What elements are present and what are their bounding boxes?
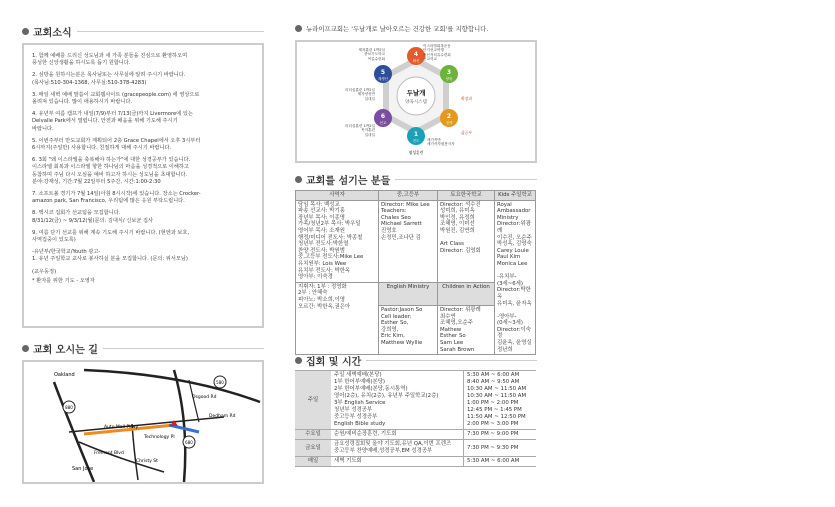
node-2-name: 정착 [445, 121, 453, 125]
absent-title: (교우동정) [32, 268, 57, 275]
worship-items: 주일 새벽예배(본당) 1부 한어부예배(본당) 2부 한어부예배(본당,동시통역) 영어(2층), 유치(2층), 유년부 주일학교(2층) 3부 English Service 청년부 성경공부 중고등부 성경공부 English Bible study [331, 371, 464, 430]
node-5-name: 재생산 [377, 77, 389, 81]
staff-header: 토요한국학교 [438, 191, 495, 201]
news-section-title [22, 24, 264, 39]
bullet-icon [22, 345, 29, 352]
side-text-top-left: 제자훈련 1박2일 중보기도학교 여름수련회 [358, 48, 385, 61]
staff-music: 지휘자: 1부 : 정영화 2부 : 안혜숙 피아노: 박소희,이영 오르간: 박한옥,권은아 [296, 282, 379, 355]
news-item: 8. 멕시코 집회가 선교팀을 모집합니다. 8/31/12(금) ~ 9/3/12(월)문의: 김대식/ 신보균 집사 [32, 210, 154, 224]
node-3-name: 양육 [445, 77, 453, 81]
news-item: 9. 여름 단기 선교를 위해 계속 기도해 주시기 바랍니다. (현엔과 보호, 사역집중이 있도록) [32, 229, 190, 244]
side-text-right-2: 삶공부 [461, 130, 473, 135]
node-1-name: 전도 [412, 139, 420, 143]
worship-row [295, 430, 536, 440]
staff-subheader: English Ministry [379, 282, 438, 305]
side-text-bottom-left: 리더십훈련 1박2일 목자훈련 일대일 [344, 124, 375, 137]
node-6-name: 선교 [379, 121, 387, 125]
title-rule [395, 179, 537, 180]
news-item: 1. 함께 예배를 드리신 성도님과 새 가족 분들을 진심으로 환영하오며 풍성한 신앙생활을 하시도록 돕기 원합니다. [32, 53, 188, 67]
node-5-number: 5 [380, 69, 386, 76]
node-2-number: 2 [446, 113, 452, 120]
news-item: -유년부/한국학교/Youth 광고- 1. 유년 주일학교 교사로 봉사하실 분을 모집합니다. (문의: 위서모님) [32, 249, 188, 263]
worship-row [295, 440, 536, 457]
staff-korean-school: Director: 석수진 성미희, 유미옥 박인정, 유정희 조혜영, 이미선 박원진, 김연희 Art Class Director: 김영회 [438, 200, 495, 282]
news-item: 6. 3회 "왜 이스라엘을 축복해야 하는가"에 대한 성경공부가 있습니다. 이스라엘 회복과 이스라엘 향한 하나님의 마음을 성경적으로 이해하고 동참하며 주님 다시 오심을 예비 하고자 하시는 성도님을 초대합니다. 분야:강재성, 기간:7월 22일부터 5주간, 시간:1:00-2:30 [32, 157, 191, 185]
worship-category: 수요일 [295, 430, 331, 440]
label-san-jose: San Jose [72, 466, 94, 472]
label-680: 680 [185, 440, 193, 445]
node-6-number: 6 [380, 113, 386, 120]
worship-times: 7:30 PM ~ 9:30 PM [464, 440, 537, 457]
bullet-icon [22, 28, 29, 35]
staff-kids: Royal Ambassador Ministry Director:위광례 이수진, 오순주 박성옥, 김영숙 Carey Louie Paul Kim Monica Lee -유치부- (3세~6세) Director:박한옥 유미옥, 윤자옥 -영아부- (0세~3세) Director:이숙경 김윤옥, 윤영실 정난희 [495, 200, 536, 355]
staff-header-row [296, 191, 536, 201]
title-rule [103, 348, 264, 349]
node-4-number: 4 [413, 51, 419, 58]
worship-times: 7:30 PM ~ 9:00 PM [464, 430, 537, 440]
node-3-number: 3 [446, 69, 452, 76]
label-osgood: Osgood Rd [192, 395, 217, 400]
worship-section-title [295, 353, 537, 368]
staff-header: 중,고등부 [379, 191, 438, 201]
map-box [22, 360, 264, 484]
vision-text: 뉴라이프교회는 '두날개로 날아오르는 건강한 교회'를 지향합니다. [306, 25, 489, 33]
center-text-1: 두날개 [406, 89, 426, 97]
worship-items: 새벽 기도회 [331, 457, 464, 467]
bullet-icon [295, 176, 302, 183]
bullet-icon [295, 357, 302, 364]
vision-diagram-box [295, 40, 537, 163]
road-auto-mall [69, 417, 224, 432]
worship-table [295, 370, 536, 467]
staff-subheader: Children in Action [438, 282, 495, 305]
worship-items: 순원/예비순장훈련, 기도회 [331, 430, 464, 440]
label-dedham: Dedham Rd [209, 414, 236, 419]
two-wings-diagram [297, 42, 535, 161]
worship-category: 주일 [295, 371, 331, 430]
news-item: 2. 심방을 원하시는분은 목사님또는 사무실에 알려 주시기 바랍니다. (목사님:510-304-1368, 사무실:510-378-4283) [32, 72, 186, 86]
news-title-text: 교회소식 [33, 28, 72, 39]
staff-header: 사역자 [296, 191, 379, 201]
news-item: 7. 소프트볼 경기가 7월 14일(아침 8시시작)에 있습니다. 장소는 Crocker- amazon park, San Francisco, 우리팀에 많은 응원 부탁드립니다. [32, 191, 201, 205]
side-text-top-right: 이스라엘회복운동 단기선교여행 정신적치유수련회 선교학교 [423, 44, 451, 62]
worship-title-text: 집회 및 시간 [306, 357, 362, 368]
map-section-title [22, 341, 264, 356]
news-box [22, 43, 264, 328]
vision-line [295, 24, 535, 33]
node-4-name: 확산 [412, 59, 420, 63]
side-text-mid-left: 리더십훈련 1박2일 제자양성반 일대일 [344, 88, 375, 101]
title-rule [366, 360, 537, 361]
node-1-number: 1 [413, 131, 419, 138]
staff-ministers: 담임 목사: 백성교 파송 선교사: 박기홍 장년부 목사: 이종명 가족/청년2부 목사: 박우일 영어부 목사: 소재원 행정/미디어 전도사: 박종철 청년부 전도사:박한열 찬양 전도사: 박원범 중,고등부 전도사:Mike Lee 유치원부: Lois Wee 유치부 전도사: 박한옥 영아부: 이숙경 [296, 200, 379, 282]
label-580: 580 [216, 380, 224, 385]
label-oakland: Oakland [54, 372, 75, 378]
map-title-text: 교회 오시는 길 [33, 345, 98, 356]
label-fremont: Fremont Blvd [94, 451, 124, 456]
absent-line: * 환자를 위한 기도 - 오영자 [32, 277, 95, 284]
worship-row [295, 457, 536, 467]
label-technology: Technology Pl [144, 435, 175, 440]
worship-category: 매일 [295, 457, 331, 467]
worship-category: 금요일 [295, 440, 331, 457]
worship-items: 금요성령집회및 올야 기도회,유년 QA,이번 프렌즈 중고등부 찬양예배,성경공부,EM 성경공부 [331, 440, 464, 457]
side-text-right-3: 확장과 [461, 96, 473, 101]
staff-youth: Director: Mike Lee Teachers: Chales Seo Michael Sarrett 진영호 손정민,조나단 김 [379, 200, 438, 282]
road-christy [132, 424, 138, 480]
road-osgood [189, 380, 199, 422]
center-text-2: 양육시스템 [405, 100, 427, 105]
worship-times: 5:30 AM ~ 6:00 AM [464, 457, 537, 467]
road-580 [84, 370, 260, 402]
staff-english-ministry: Pastor:Jason So Cell leader: Esther So, 강희영, Eric Kim, Matthew Wyllie [379, 306, 438, 355]
news-item: 4. 유년부 여름 캠프가 내일(7/9)부터 7/13(금)까지 Livermore에 있는 Delvalle Park에서 열립니다. 안전과 배움을 위해 기도해 주시기 바랍니다. [32, 111, 193, 132]
staff-header: Kids 주일학교 [495, 191, 536, 201]
bullet-icon [295, 25, 302, 32]
label-auto-mall: Auto Mall Pkwy [104, 425, 139, 430]
staff-children-in-action: Director: 위광례 최수연 조혜영,오순주 Mathew Esther So Sam Lee Sarah Brown [438, 306, 495, 355]
label-880: 880 [65, 405, 73, 410]
side-text-bottom-right: 새가족반 새가족자원봉사자 [427, 138, 455, 147]
staff-table [295, 190, 536, 355]
node-1-caption: 영성훈련 [408, 150, 424, 155]
staff-section-title [295, 172, 537, 187]
worship-row [295, 371, 536, 430]
title-rule [77, 31, 264, 32]
staff-title-text: 교회를 섬기는 분들 [306, 176, 391, 187]
news-item: 3. 매일 새벽 예배 말씀이 교회웹사이트 (gracepeople.com) 에 영상으로 올려져 있습니다. 많이 애용하시기 바랍니다. [32, 91, 200, 106]
label-christy: Christy St [136, 459, 158, 464]
directions-map [24, 362, 262, 482]
news-item: 5. 이번주부터 만도교회가 계획되어 2층 Grace Chapel에서 오후 3시부터 6시까지(주일만) 사용합니다. 친절하게 대해 주시기 바랍니다. [32, 137, 201, 152]
worship-times: 5:30 AM ~ 6:00 AM 8:40 AM ~ 9:50 AM 10:30 AM ~ 11:50 AM 10:30 AM ~ 11:50 AM 1:00 PM ~ 2:00 PM 12:45 PM ~ 1:45 PM 11:50 AM ~ 12:50 PM 2:00 PM ~ 3:00 PM [464, 371, 537, 430]
